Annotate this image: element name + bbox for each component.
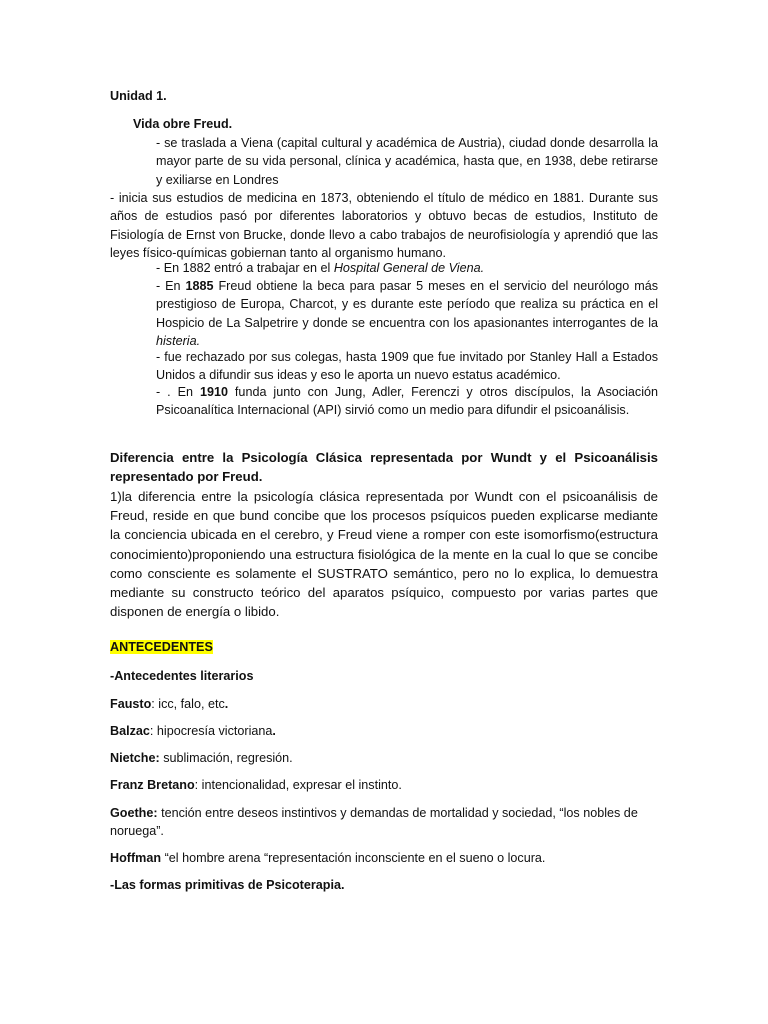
diferencia-body: 1)la diferencia entre la psicología clásica representada por Wundt con el psicoanálisis de Freud, reside en que bund concibe que los procesos psíquicos pueden explicarse mediante la conciencia ubicada en el cerebro, y Freud viene a romper con este isomorfismo(estructura conocimiento)proponiendo una estructura fisiológica de la mente en la cual lo que se concibe como consciente es solamente el SUSTRATO semántico, pero no lo explica, lo demuestra mediante su constructo teórico del aparatos psíquico, compuesto por varias partes que disponen de energía o libido. [110,489,658,620]
antecedente-text: sublimación, regresión. [163,751,293,765]
antecedente-text: “el hombre arena “representación inconsciente en el sueno o locura. [164,851,546,865]
antecedente-text: tención entre deseos instintivos y demandas de mortalidad y sociedad, “los nobles de noruega”. [110,806,638,838]
vida-item-charcot [110,277,658,351]
diferencia-heading: Diferencia entre la Psicología Clásica representada por Wundt y el Psicoanálisis representado por Freud. [110,450,658,485]
vida-item-hospital [110,259,658,277]
vida-item-hall: - fue rechazado por sus colegas, hasta 1909 que fue invitado por Stanley Hall a Estados Unidos a difundir sus ideas y eso le aporta un nuevo estatus académico. [156,350,658,383]
charcot-pre: - En [156,279,186,293]
antecedente-sep: : [151,697,159,711]
antecedente-tail: . [272,724,276,738]
antecedentes-heading-row [110,638,658,656]
antecedente-name: Fausto [110,697,152,711]
charcot-text: Freud obtiene la beca para pasar 5 meses en el servicio del neurólogo más prestigioso de Europa, Charcot, y es durante este período que realiza su práctica en el Hospicio de La Salpetrire y donde se encuentra con los apasionantes interrogantes de la [156,279,658,330]
hospital-name: Hospital General de Viena. [333,261,485,275]
antecedente-fausto [110,695,658,713]
vida-heading: Vida obre Freud. [133,117,233,131]
antecedente-hoffman [110,849,658,867]
api-text: funda junto con Jung, Adler, Ferenczi y otros discípulos, la Asociación Psicoanalítica Internacional (API) sirvió como un medio para difundir el psicoanálisis. [156,385,658,418]
api-year: 1910 [199,385,228,399]
antecedente-bretano [110,776,658,794]
antecedente-sep: : [194,778,202,792]
antecedente-text: intencionalidad, expresar el instinto. [201,778,402,792]
antecedente-tail: . [224,697,229,711]
antecedentes-literarios: -Antecedentes literarios [110,669,254,683]
antecedente-text: icc, falo, etc [158,697,225,711]
antecedente-nietche [110,749,658,767]
api-pre: - . En [156,385,200,399]
vida-item-viena: - se traslada a Viena (capital cultural y académica de Austria), ciudad donde desarrolla la mayor parte de su vida personal, clínica y académica, hasta que, en 1938, debe retirarse y exiliarse en Londres [156,136,658,187]
formas-primitivas: -Las formas primitivas de Psicoterapia. [110,878,345,892]
antecedentes-heading: ANTECEDENTES [110,640,213,654]
charcot-year: 1885 [185,279,214,293]
antecedente-name: Nietche: [110,751,160,765]
histeria-word: histeria. [156,334,201,349]
antecedente-text: hipocresía victoriana [156,724,273,738]
antecedente-name: Balzac [110,724,150,738]
vida-item-api [110,383,658,420]
antecedente-sep: : [149,724,157,738]
antecedente-name: Goethe: [110,806,158,820]
antecedente-name: Franz Bretano [110,778,195,792]
vida-item-hospital-text: - En 1882 entró a trabajar en el [156,261,334,275]
vida-item-estudios: - inicia sus estudios de medicina en 1873, obteniendo el título de médico en 1881. Durante sus años de estudios pasó por diferentes laboratorios y obtuvo becas de estudios, Instituto de Fisiología de Ernst von Brucke, donde llevo a cabo trabajos de neurofisiología y aprendió que las leyes físico-químicas gobiernan tanto al organismo humano. [110,191,658,261]
antecedente-goethe [110,804,658,840]
antecedente-name: Hoffman [110,851,162,865]
antecedente-balzac [110,722,658,740]
unit-title: Unidad 1. [110,89,167,103]
